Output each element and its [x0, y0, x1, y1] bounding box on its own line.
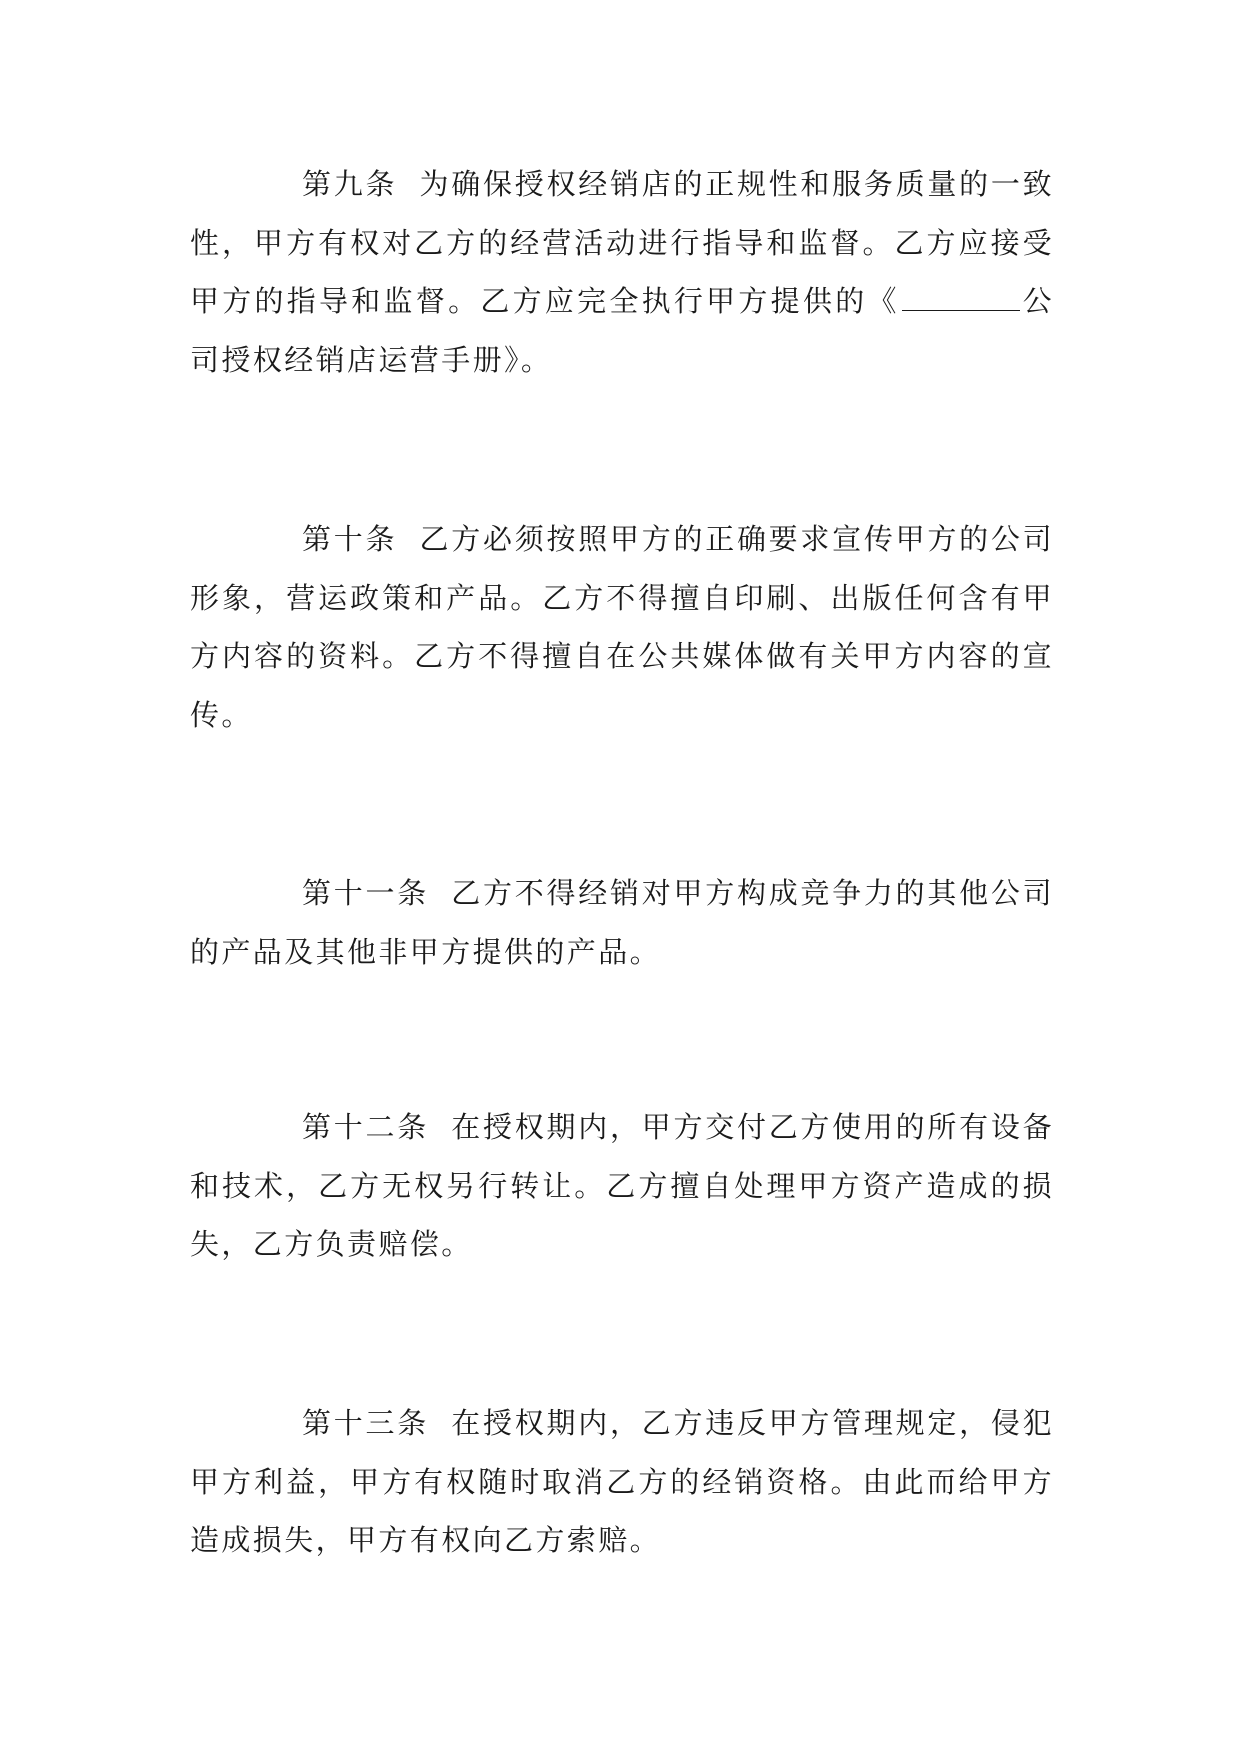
article-11: [190, 864, 1054, 981]
article-text: 在授权期内，乙方违反甲方管理规定，侵犯甲方利益，甲方有权随时取消乙方的经销资格。由此而给甲方造成损失，甲方有权向乙方索赔。: [190, 1406, 1054, 1557]
article-text: 乙方必须按照甲方的正确要求宣传甲方的公司形象，营运政策和产品。乙方不得擅自印刷、出版任何含有甲方内容的资料。乙方不得擅自在公共媒体做有关甲方内容的宣传。: [190, 522, 1054, 732]
article-number: 第十一条: [302, 876, 429, 910]
article-9: [190, 155, 1054, 389]
article-10: [190, 510, 1054, 744]
article-number: 第十二条: [302, 1110, 429, 1144]
article-text: 为确保授权经销店的正规性和服务质量的一致性，甲方有权对乙方的经营活动进行指导和监督。乙方应接受甲方的指导和监督。乙方应完全执行甲方提供的《: [190, 167, 1054, 318]
article-number: 第十三条: [302, 1406, 429, 1440]
article-number: 第九条: [302, 167, 398, 201]
article-text-continued: 公司授权经销店运营手册》。: [190, 284, 1054, 377]
article-text: 在授权期内，甲方交付乙方使用的所有设备和技术，乙方无权另行转让。乙方擅自处理甲方资产造成的损失，乙方负责赔偿。: [190, 1110, 1054, 1261]
article-13: [190, 1394, 1054, 1570]
fill-in-blank: [902, 284, 1020, 311]
article-text: 乙方不得经销对甲方构成竞争力的其他公司的产品及其他非甲方提供的产品。: [190, 876, 1054, 969]
article-number: 第十条: [302, 522, 398, 556]
article-12: [190, 1098, 1054, 1274]
